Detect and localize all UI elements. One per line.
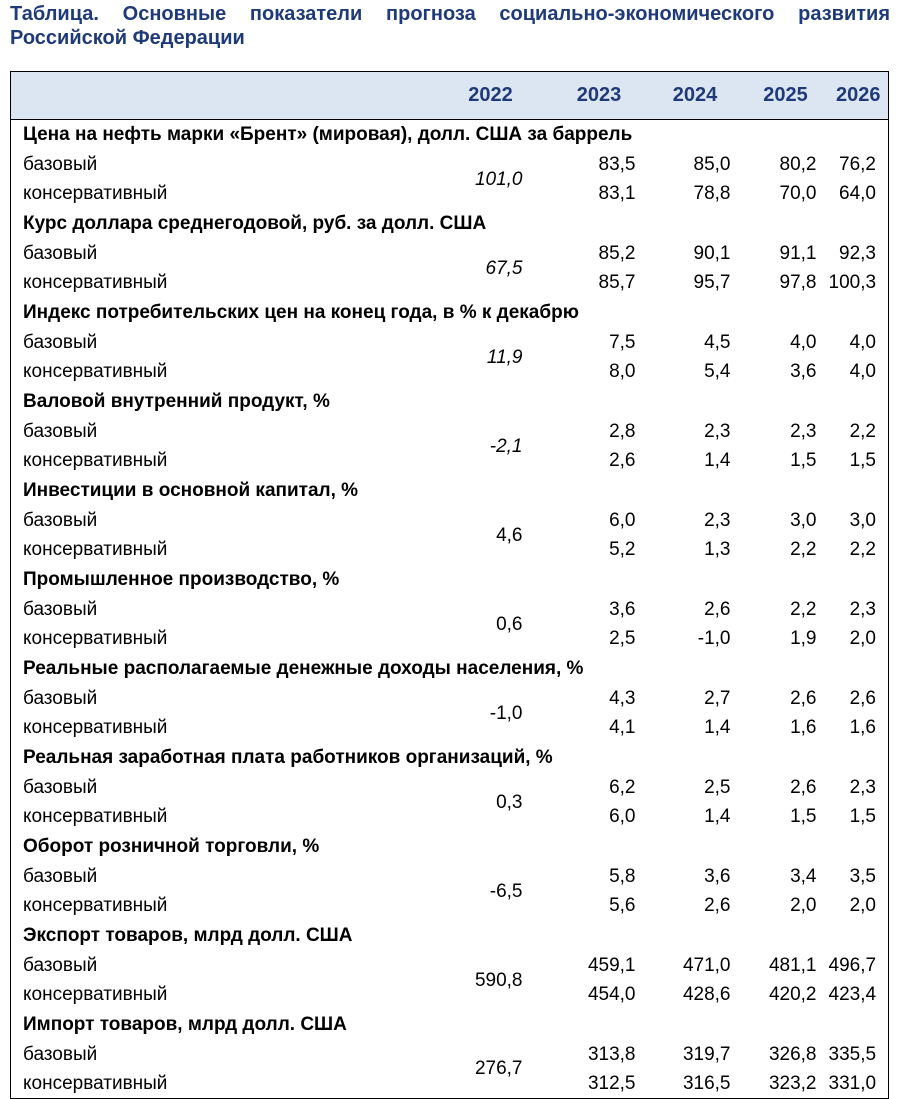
header-year-2026: 2026: [836, 84, 881, 106]
value-2024: 1,4: [704, 717, 731, 738]
scenario-row: [11, 151, 889, 180]
value-2026: 3,0: [849, 510, 876, 531]
scenario-label: консервативный: [23, 1072, 168, 1094]
value-2024: 1,4: [704, 450, 731, 471]
value-2023: 83,1: [598, 183, 636, 204]
value-2026: 76,2: [839, 154, 876, 175]
value-2026: 3,5: [849, 866, 876, 887]
value-2023: 5,8: [609, 866, 636, 887]
indicator-title: Реальные располагаемые денежные доходы населения, %: [23, 658, 584, 679]
scenario-label: консервативный: [23, 183, 168, 204]
value-2024: -1,0: [697, 628, 731, 649]
value-2025: 3,4: [790, 866, 817, 887]
scenario-label: базовый: [23, 510, 98, 531]
scenario-label: базовый: [23, 243, 98, 264]
header-year-2023: 2023: [576, 84, 622, 106]
value-2026: 92,3: [839, 243, 876, 264]
value-2025: 2,2: [790, 539, 817, 560]
scenario-label: консервативный: [23, 628, 168, 649]
value-2023: 4,3: [609, 688, 636, 709]
value-2023: 7,5: [609, 332, 636, 353]
value-2023: 8,0: [609, 361, 636, 382]
indicator-title: Реальная заработная плата работников организаций, %: [23, 747, 553, 768]
value-2024: 1,3: [704, 539, 731, 560]
scenario-label: консервативный: [23, 539, 168, 560]
scenario-row: [11, 418, 889, 447]
value-2026: 496,7: [828, 955, 877, 976]
value-2022: 590,8: [474, 969, 523, 991]
value-2025: 70,0: [779, 183, 817, 204]
value-2026: 2,2: [849, 421, 876, 442]
value-2023: 4,1: [609, 717, 636, 738]
indicator-title: Курс доллара среднегодовой, руб. за долл. США: [23, 213, 487, 234]
value-2022: 67,5: [485, 257, 523, 279]
header-year-2022: 2022: [468, 84, 513, 106]
indicator-group-row: [11, 832, 889, 863]
value-2025: 2,2: [790, 599, 817, 620]
value-2024: 316,5: [682, 1072, 731, 1094]
value-2024: 85,0: [693, 154, 731, 175]
value-2026: 1,5: [849, 806, 876, 827]
scenario-label: базовый: [23, 1044, 98, 1065]
value-2026: 335,5: [828, 1044, 877, 1065]
value-2024: 471,0: [682, 955, 731, 976]
indicator-title: Индекс потребительских цен на конец года, в % к декабрю: [23, 302, 579, 323]
value-2023: 2,6: [609, 450, 636, 471]
indicator-group-row: [11, 921, 889, 952]
value-2022: 0,6: [496, 613, 523, 635]
value-2023: 6,0: [609, 806, 636, 827]
value-2024: 4,5: [704, 332, 731, 353]
indicator-title: Инвестиции в основной капитал, %: [23, 480, 359, 501]
value-2025: 2,0: [790, 895, 817, 916]
header-empty-cell: [11, 72, 431, 120]
header-year-2024: 2024: [672, 84, 718, 106]
indicator-title: Импорт товаров, млрд долл. США: [23, 1014, 347, 1035]
indicator-group-row: [11, 1010, 889, 1041]
value-2026: 331,0: [828, 1072, 877, 1094]
value-2025: 2,6: [790, 777, 817, 798]
scenario-label: базовый: [23, 955, 98, 976]
value-2025: 326,8: [768, 1044, 817, 1065]
value-2026: 2,0: [849, 628, 876, 649]
value-2026: 4,0: [849, 332, 876, 353]
value-2025: 4,0: [790, 332, 817, 353]
value-2025: 2,6: [790, 688, 817, 709]
scenario-label: консервативный: [23, 717, 168, 738]
scenario-row: [11, 685, 889, 714]
scenario-row: [11, 1041, 889, 1070]
value-2025: 481,1: [768, 955, 817, 976]
scenario-label: базовый: [23, 599, 98, 620]
value-2026: 2,3: [849, 777, 876, 798]
value-2024: 78,8: [693, 183, 731, 204]
value-2025: 91,1: [779, 243, 817, 264]
value-2026: 64,0: [839, 183, 876, 204]
value-2023: 5,2: [609, 539, 636, 560]
indicator-title: Оборот розничной торговли, %: [23, 836, 320, 857]
value-2022: 101,0: [474, 168, 523, 190]
value-2024: 2,3: [704, 510, 731, 531]
indicator-group-row: [11, 209, 889, 240]
value-2023: 6,0: [609, 510, 636, 531]
value-2023: 83,5: [598, 154, 636, 175]
value-2024: 90,1: [693, 243, 731, 264]
indicator-group-row: [11, 387, 889, 418]
value-2025: 1,6: [790, 717, 817, 738]
value-2025: 3,6: [790, 361, 817, 382]
value-2026: 2,6: [849, 688, 876, 709]
value-2026: 423,4: [828, 984, 877, 1005]
scenario-label: базовый: [23, 421, 98, 442]
value-2024: 5,4: [704, 361, 731, 382]
value-2023: 312,5: [587, 1072, 636, 1094]
value-2023: 2,8: [609, 421, 636, 442]
value-2024: 3,6: [704, 866, 731, 887]
scenario-row: [11, 240, 889, 269]
value-2022: 4,6: [496, 524, 523, 546]
scenario-label: базовый: [23, 777, 98, 798]
value-2025: 2,3: [790, 421, 817, 442]
scenario-row: [11, 774, 889, 803]
scenario-label: консервативный: [23, 450, 168, 471]
value-2023: 5,6: [609, 895, 636, 916]
value-2025: 1,5: [790, 450, 817, 471]
value-2026: 1,6: [849, 717, 876, 738]
scenario-label: базовый: [23, 332, 98, 353]
scenario-row: [11, 863, 889, 892]
indicator-title: Валовой внутренний продукт, %: [23, 391, 330, 412]
value-2025: 420,2: [768, 984, 817, 1005]
forecast-table: [10, 71, 889, 1099]
indicator-title: Экспорт товаров, млрд долл. США: [23, 925, 353, 946]
value-2024: 319,7: [682, 1044, 731, 1065]
value-2026: 1,5: [849, 450, 876, 471]
scenario-row: [11, 329, 889, 358]
value-2024: 2,6: [704, 895, 731, 916]
value-2026: 2,3: [849, 599, 876, 620]
scenario-label: базовый: [23, 154, 98, 175]
value-2026: 4,0: [849, 361, 876, 382]
value-2023: 454,0: [587, 984, 636, 1005]
scenario-label: консервативный: [23, 984, 168, 1005]
indicator-group-row: [11, 298, 889, 329]
value-2023: 3,6: [609, 599, 636, 620]
scenario-label: базовый: [23, 688, 98, 709]
value-2026: 100,3: [828, 272, 877, 293]
indicator-group-row: [11, 565, 889, 596]
scenario-row: [11, 507, 889, 536]
value-2026: 2,2: [849, 539, 876, 560]
value-2025: 97,8: [779, 272, 817, 293]
value-2024: 2,7: [704, 688, 731, 709]
value-2025: 1,5: [790, 806, 817, 827]
table-caption: Таблица. Основные показатели прогноза социально-экономического развития Российской Федерации: [10, 3, 890, 49]
value-2023: 313,8: [587, 1044, 636, 1065]
scenario-label: консервативный: [23, 361, 168, 382]
value-2025: 3,0: [790, 510, 817, 531]
value-2022: 11,9: [486, 346, 523, 368]
value-2023: 85,7: [598, 272, 636, 293]
indicator-title: Цена на нефть марки «Брент» (мировая), долл. США за баррель: [23, 124, 633, 146]
value-2022: -1,0: [489, 702, 523, 724]
value-2023: 2,5: [609, 628, 636, 649]
value-2026: 2,0: [849, 895, 876, 916]
table-body: [11, 120, 889, 1099]
indicator-group-row: [11, 120, 889, 151]
value-2023: 6,2: [609, 777, 636, 798]
header-row: [11, 72, 889, 120]
header-year-2025: 2025: [763, 84, 808, 106]
value-2024: 95,7: [693, 272, 731, 293]
value-2024: 1,4: [704, 806, 731, 827]
indicator-group-row: [11, 743, 889, 774]
value-2025: 80,2: [779, 154, 817, 175]
scenario-row: [11, 596, 889, 625]
value-2022: -6,5: [489, 880, 523, 902]
value-2024: 428,6: [682, 984, 731, 1005]
scenario-label: консервативный: [23, 272, 168, 293]
value-2025: 323,2: [768, 1072, 817, 1094]
scenario-label: базовый: [23, 866, 98, 887]
value-2023: 459,1: [587, 955, 636, 976]
value-2022: 0,3: [496, 791, 523, 813]
indicator-group-row: [11, 654, 889, 685]
value-2022: -2,1: [489, 435, 523, 457]
value-2024: 2,5: [704, 777, 731, 798]
value-2023: 85,2: [598, 243, 636, 264]
indicator-title: Промышленное производство, %: [23, 569, 340, 590]
value-2024: 2,3: [704, 421, 731, 442]
scenario-label: консервативный: [23, 895, 168, 916]
value-2025: 1,9: [790, 628, 817, 649]
scenario-row: [11, 952, 889, 981]
value-2022: 276,7: [474, 1058, 523, 1080]
scenario-label: консервативный: [23, 806, 168, 827]
indicator-group-row: [11, 476, 889, 507]
value-2024: 2,6: [704, 599, 731, 620]
